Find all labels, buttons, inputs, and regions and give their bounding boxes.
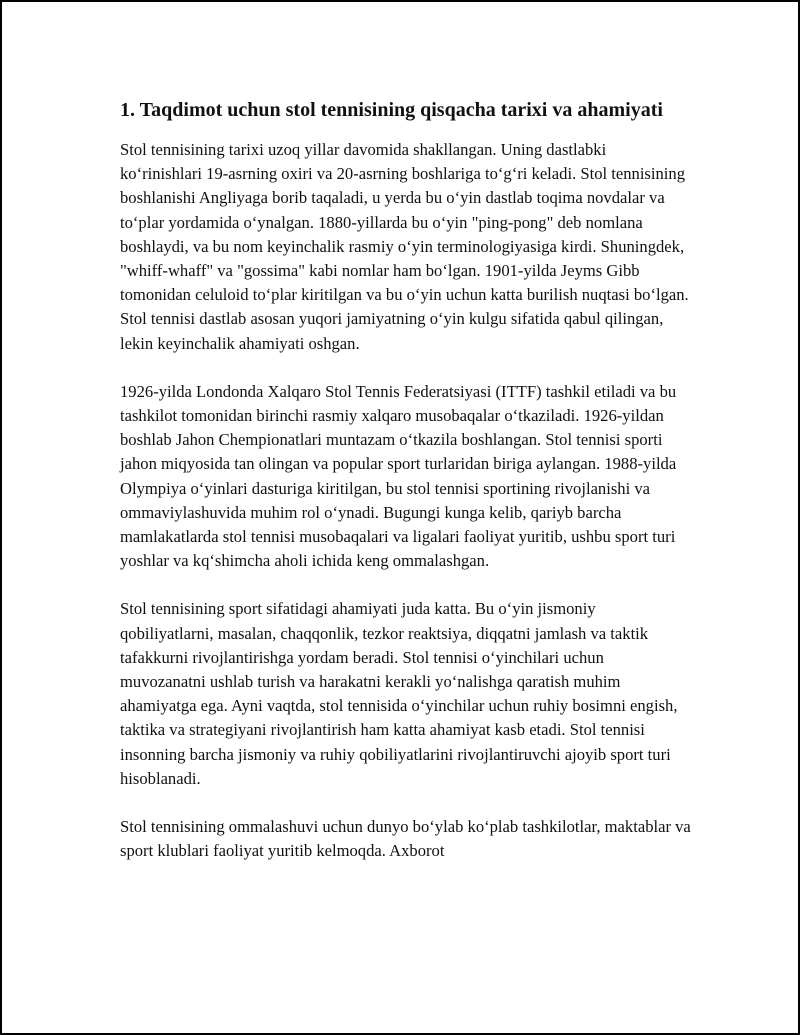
section-heading: 1. Taqdimot uchun stol tennisining qisqacha tarixi va ahamiyati [120,99,663,121]
document-body [120,97,692,887]
paragraph-importance: Stol tennisining sport sifatidagi ahamiyati juda katta. Bu oʻyin jismoniy qobiliyatlarni, masalan, chaqqonlik, tezkor reaktsiya, diqqatni jamlash va taktik tafakkurni rivojlantirishga yordam beradi. Stol tennisi oʻyinchilari uchun muvozanatni ushlab turish va harakatni kerakli yoʻnalishga qaratish muhim ahamiyatga ega. Ayni vaqtda, stol tennisida oʻyinchilar uchun ruhiy bosimni engish, taktika va strategiyani rivojlantirish ham katta ahamiyat kasb etadi. Stol tennisi insonning barcha jismoniy va ruhiy qobiliyatlarini rivojlantiruvchi ajoyib sport turi hisoblanadi. [120,599,678,788]
paragraph-ittf: 1926-yilda Londonda Xalqaro Stol Tennis Federatsiyasi (ITTF) tashkil etiladi va bu tashkilot tomonidan birinchi rasmiy xalqaro musobaqalar oʻtkaziladi. 1926-yildan boshlab Jahon Chempionatlari muntazam oʻtkazila boshlangan. Stol tennisi sporti jahon miqyosida tan olingan va popular sport turlaridan biriga aylangan. 1988-yilda Olympiya oʻyinlari dasturiga kiritilgan, bu stol tennisi sportining rivojlanishi va ommaviylashuvida muhim rol oʻynadi. Bugungi kunga kelib, qariyb barcha mamlakatlarda stol tennisi musobaqalari va ligalari faoliyat yuritib, ushbu sport turi yoshlar va kqʻshimcha aholi ichida keng ommalashgan. [120,381,677,571]
paragraph-popularity: Stol tennisining ommalashuvi uchun dunyo boʻylab koʻplab tashkilotlar, maktablar va sport klublari faoliyat yuritib kelmoqda. Axborot [120,817,691,861]
paragraph-history: Stol tennisining tarixi uzoq yillar davomida shakllangan. Uning dastlabki koʻrinishlari 19-asrning oxiri va 20-asrning boshlariga toʻgʻri keladi. Stol tennisining boshlanishi Angliyaga borib taqaladi, u yerda bu oʻyin dastlab toqima novdalar va toʻplar yordamida oʻynalgan. 1880-yillarda bu oʻyin "ping-pong" deb nomlana boshlaydi, va bu nom keyinchalik rasmiy oʻyin terminologiyasiga kirdi. Shuningdek, "whiff-whaff" va "gossima" kabi nomlar ham boʻlgan. 1901-yilda Jeyms Gibb tomonidan celuloid toʻplar kiritilgan va bu oʻyin uchun katta burilish nuqtasi boʻlgan. Stol tennisi dastlab asosan yuqori jamiyatning oʻyin kulgu sifatida qabul qilingan, lekin keyinchalik ahamiyati oshgan. [120,140,689,353]
